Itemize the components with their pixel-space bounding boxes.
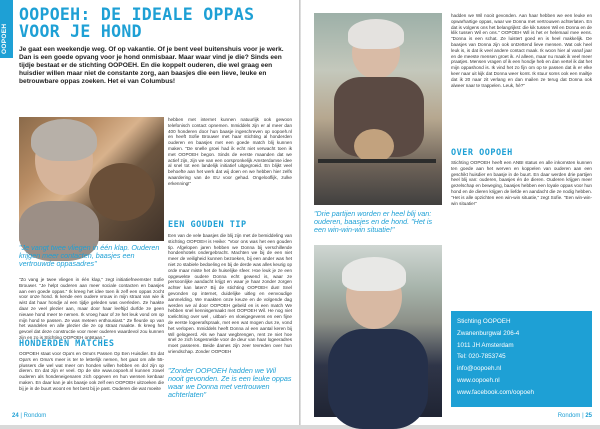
right-page <box>301 0 600 425</box>
article-title: OOPOEH: DE IDEALE OPPAS VOOR JE HOND <box>19 5 255 41</box>
pug-figure <box>354 129 394 163</box>
magazine-name-left: Rondom <box>23 413 47 419</box>
subhead-over-oopoeh: OVER OOPOEH <box>451 148 513 158</box>
navy-cardigan <box>328 329 428 429</box>
page-number-left: 24 <box>12 413 19 419</box>
contact-tel: Tel: 020-7853745 <box>457 353 506 361</box>
article-intro: Je gaat een weekendje weg. Of op vakantie. Of je bent veel buitenshuis voor je werk. Dan is een goede opvang voor je hond onmisbaar. Maar waar vind je die? Sinds een tijdje bestaat er de stichting OOPOEH. En die koppelt ouderen, die wel graag een huisdier willen maar niet de constante zorg, aan baasjes die een lieve, leuke en betrouwbare oppas zoeken. Het ei van Columbus! <box>19 46 284 86</box>
subhead-honderden-matches: HONDERDEN MATCHES <box>19 339 115 349</box>
contact-box <box>451 311 592 407</box>
section-tab-label: OOPOEH <box>1 23 8 54</box>
section-tab <box>0 0 13 58</box>
footer-left: 24 | Rondom <box>12 413 47 419</box>
right-column-text: hadden we Wil nooit gevonden. Aan haar hebben we een leuke en opwarhartige oppas, waar we Donna met vertrouwen achterlaten. En dat is volgens ons het belangrijkst: die kik tussen Wil en Donna en de klik tussen Wil en ons." OOPOEH Wil is het er helemaal mee eens. "Donna is een schat. Ze luistert goed en is heel makkelijk. De baasjes van Donna zijn ook ontzettend lieve mensen. Wat ook heel leuk is, is dat ik veel andere contact maak. Ik woon hier al vanaf jaar en de meeste mensen groet ik. Al alleen, maar nu maak ik veel meer praatjes. Mensen vragen of ik een hondje heb en dan vertel ik dat het mijn oppashond is. Ik vind het zo fijn om op te passen dat ik er elke keer naar uit kijk dat Donna weer komt. Ik stuur soms ook een mailtje dat ik 20 naar zit verlang en dan mailen ze terug dat Donna ook alweer naar te trappelen. Leuk, hè?" <box>451 13 592 88</box>
footer-right: Rondom | 25 <box>557 413 592 419</box>
pull-quote-2: "Zonder OOPOEH hadden we Wil nooit gevonden. Ze is een leuke oppas waar we Donna met vertrouwen achterlaten" <box>168 366 292 399</box>
column-1-text-2: OOPOEH staat voor Opa's en Oma's Passen Op Een Huisdier. En dat Opa's en Oma's meer is ter te letterlijk nemen, het gaat om alle 55-plussers die wel wat meer om honden willen hebben en dol zijn op dieren. En dat zijn er veel. Op de site www.oopoeh.nl kunnen zowel ouderen als hondeneigenaren zich opgeven en hun wensen kenbaar maken. En daar kan je als baasje ook zelf een OOPOEH uitzoeken die bij je in de buurt woont en het best bij je past. Ouderen die wat moeite <box>19 351 164 391</box>
photo-woman-with-walker-and-pug <box>314 13 442 205</box>
contact-street: Zwanenburgwal 206-4 <box>457 329 520 337</box>
contact-email-link[interactable]: info@oopoeh.nl <box>457 365 502 373</box>
page-number-right: 25 <box>585 413 592 419</box>
column-1-text: "Zo vang je twee vliegen in één klap," zegt initiatiefneemster Sofie Brouwer. "Je helpt ouderen aan meer sociale contacten en baasjes aan een goede oppas." Ik kreeg het idee toen ik zelf een oppas zocht voor onze hond. Ik kende een oudere vrouw in mijn straat van wie ik wist dat haar hondje al een tijdje geleden was overleden. Ze haakte daar ze veel plezier aan, maar door haar leeftijd durfde ze geen nieuwe hond meer te nemen. Ik vroeg haar of ze het leuk vond om op mijn hond te passen. Ze was meteen enthousiast." Ze fleurde op van het wandelen en alle plezier die ze op straat maakte. Ik kreeg het gevoel dat deze constructie voor meer ouderen waardevol zou kunnen zijn en zo is Stichting OOPOEH ontstaan." <box>19 277 164 340</box>
column-2-top: hebben met internet kunnen natuurlijk ook gewoon telefonisch contact opnemen. Inmiddels zijn er al meer dan 400 honderen door hun baasje ingeschreven op oopoeh.nl en heeft Sofie Brouwer met haar stichting al honderden ouderen en baasjes met een goede match blij kunnen maken. "De snelle groei had ik echt niet verwacht toen ik met OOPOEH begon. Sinds de eerste maanden dat we actief zijn, zijn we van een oorspronkelijk Amsterdamse idee al snel tot een landelijk initiatief uitgegroeid. En blijkt veel behoefte aan het werk dat wij doen en we hebben hier zelfs waardering van de EU voor gehad. Ongelooflijk, zulke erkenning!" <box>168 117 292 186</box>
photo-smiling-elderly-woman <box>314 245 442 417</box>
contact-org: Stichting OOPOEH <box>457 318 511 325</box>
photo-elderly-woman-with-dog <box>19 117 164 241</box>
pull-quote-1: "Je vangt twee vliegen in één klap. Ouderen krijgen meer contacten, baasjes een vertrouwde oppasadres" <box>19 243 160 268</box>
white-hair-2 <box>342 257 406 291</box>
hair-shape <box>31 119 97 161</box>
contact-facebook-link[interactable]: www.facebook.com/oopoeh <box>457 388 535 396</box>
white-hair <box>348 19 404 49</box>
contact-city: 1011 JH Amsterdam <box>457 341 514 349</box>
walker-bar <box>318 159 436 163</box>
column-2-text-2: Een van de vele baasjes die blij zijn met de bemiddeling van stichting OOPOEH is Heike: "Voor ons was het een gouden tip. Afgelopen jaren hebben we Donna bij verschillende hondenhotels ondergebracht. Machten we bij de een niet meer de veiligheid kunnen bezoeken, bij een ander was het niet zo stabiele bedoeling en bij de derde was alles keurig op orde maar miste het de huiselijke sfeer. Hoe leuk je ze een opgewekte oudere Donna echt gewend is, waar ze persoonlijke aandacht krijgt en waar je haar zonder zorgen achter kan laten? Bij de stichting OOPOEH dus! Snel gevonden op internet, duidelijke uitleg en eenvoudige aanmelding. We maakten onze keuze en de volgende dag werden we al door OOPOEH gebeld en is een match We hebben snel kennisgemaakt met OOPOEH Wil. He nog niet toelichting over wel , uitbari- en vloeigegevens en een fijne de eerste logeerafspraak, met een wat mogen dus ze, vond het verlopen. Inmiddels heeft Donna al een aantal keren bij Wil gelogeerd. Als we haar wegbrengen, rent ze niet hoe snel ze zich losgesnelde voor de deur van haar logeeradres moet passeren. Beide dames zijn zeer tevreden over hun vriendschap. Zonder OOPOEH <box>168 233 292 354</box>
dog-figure <box>89 163 155 221</box>
contact-site-link[interactable]: www.oopoeh.nl <box>457 376 500 384</box>
left-page <box>0 0 299 425</box>
subhead-gouden-tip: EEN GOUDEN TIP <box>168 220 247 230</box>
over-oopoeh-text: Stichting OOPOEH heeft een ANBI status en alle inkomsten kunnen ten goede aan het werven en koppelen van ouderen aan een geschikt huisdier en baasje in de buurt. En daar werden drie partijen heel blij van: ouderen, baasjes én de dieren. Ouderen krijgen meer gezelschap en beweging, baasjes hebben een loyale oppas voor hun hond en de dieren krijgen de liefde en aandacht die ze nodig hebben. "Het is alle opzichten een win-win situatie," zegt Sofie. "Een win-win-win situatie!" <box>451 160 592 206</box>
magazine-name-right: Rondom <box>557 413 581 419</box>
pull-quote-right: "Drie partijen worden er heel blij van: ouderen, baasjes en de hond. "Het is een win-win-win situatie!" <box>314 209 433 234</box>
